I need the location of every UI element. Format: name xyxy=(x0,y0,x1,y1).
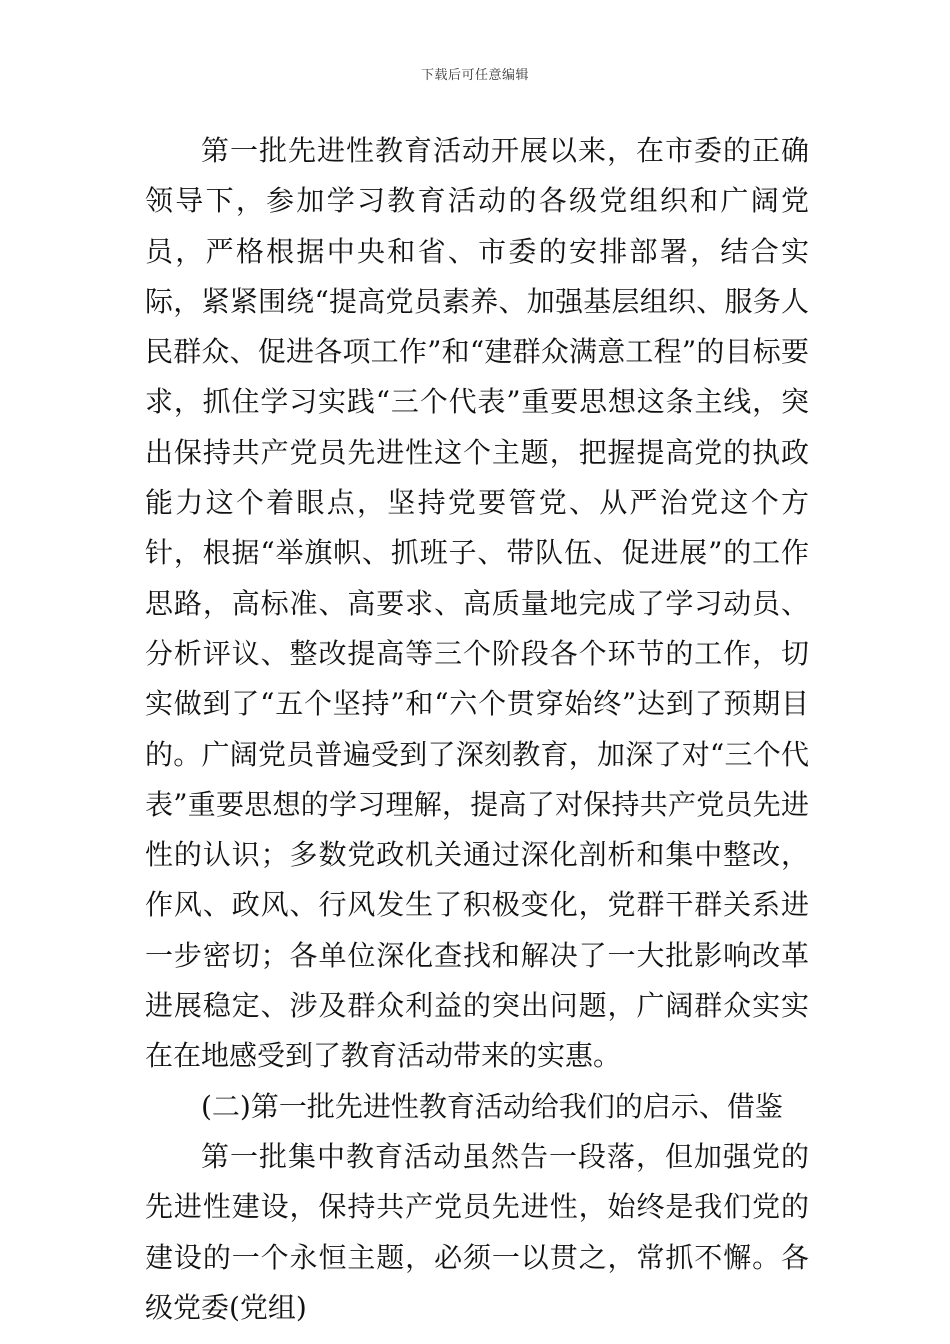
page-header-note: 下载后可任意编辑 xyxy=(420,68,529,83)
document-body xyxy=(145,126,809,1333)
paragraph-continuation: 第一批集中教育活动虽然告一段落，但加强党的先进性建设，保持共产党员先进性，始终是我们党的建设的一个永恒主题，必须一以贯之，常抓不懈。各级党委(党组) xyxy=(145,1139,809,1324)
section-heading: (二)第一批先进性教育活动给我们的启示、借鉴 xyxy=(201,1089,783,1123)
paragraph-summary: 第一批先进性教育活动开展以来，在市委的正确领导下，参加学习教育活动的各级党组织和广阔党员，严格根据中央和省、市委的安排部署，结合实际，紧紧围绕“提高党员素养、加强基层组织、服务人民群众、促进各项工作”和“建群众满意工程”的目标要求，抓住学习实践“三个代表”重要思想这条主线，突出保持共产党员先进性这个主题，把握提高党的执政能力这个着眼点，坚持党要管党、从严治党这个方针，根据“举旗帜、抓班子、带队伍、促进展”的工作思路，高标准、高要求、高质量地完成了学习动员、分析评议、整改提高等三个阶段各个环节的工作，切实做到了“五个坚持”和“六个贯穿始终”达到了预期目的。广阔党员普遍受到了深刻教育，加深了对“三个代表”重要思想的学习理解，提高了对保持共产党员先进性的认识；多数党政机关通过深化剖析和集中整改，作风、政风、行风发生了积极变化，党群干群关系进一步密切；各单位深化查找和解决了一大批影响改革进展稳定、涉及群众利益的突出问题，广阔群众实实在在地感受到了教育活动带来的实惠。 xyxy=(145,134,809,1073)
